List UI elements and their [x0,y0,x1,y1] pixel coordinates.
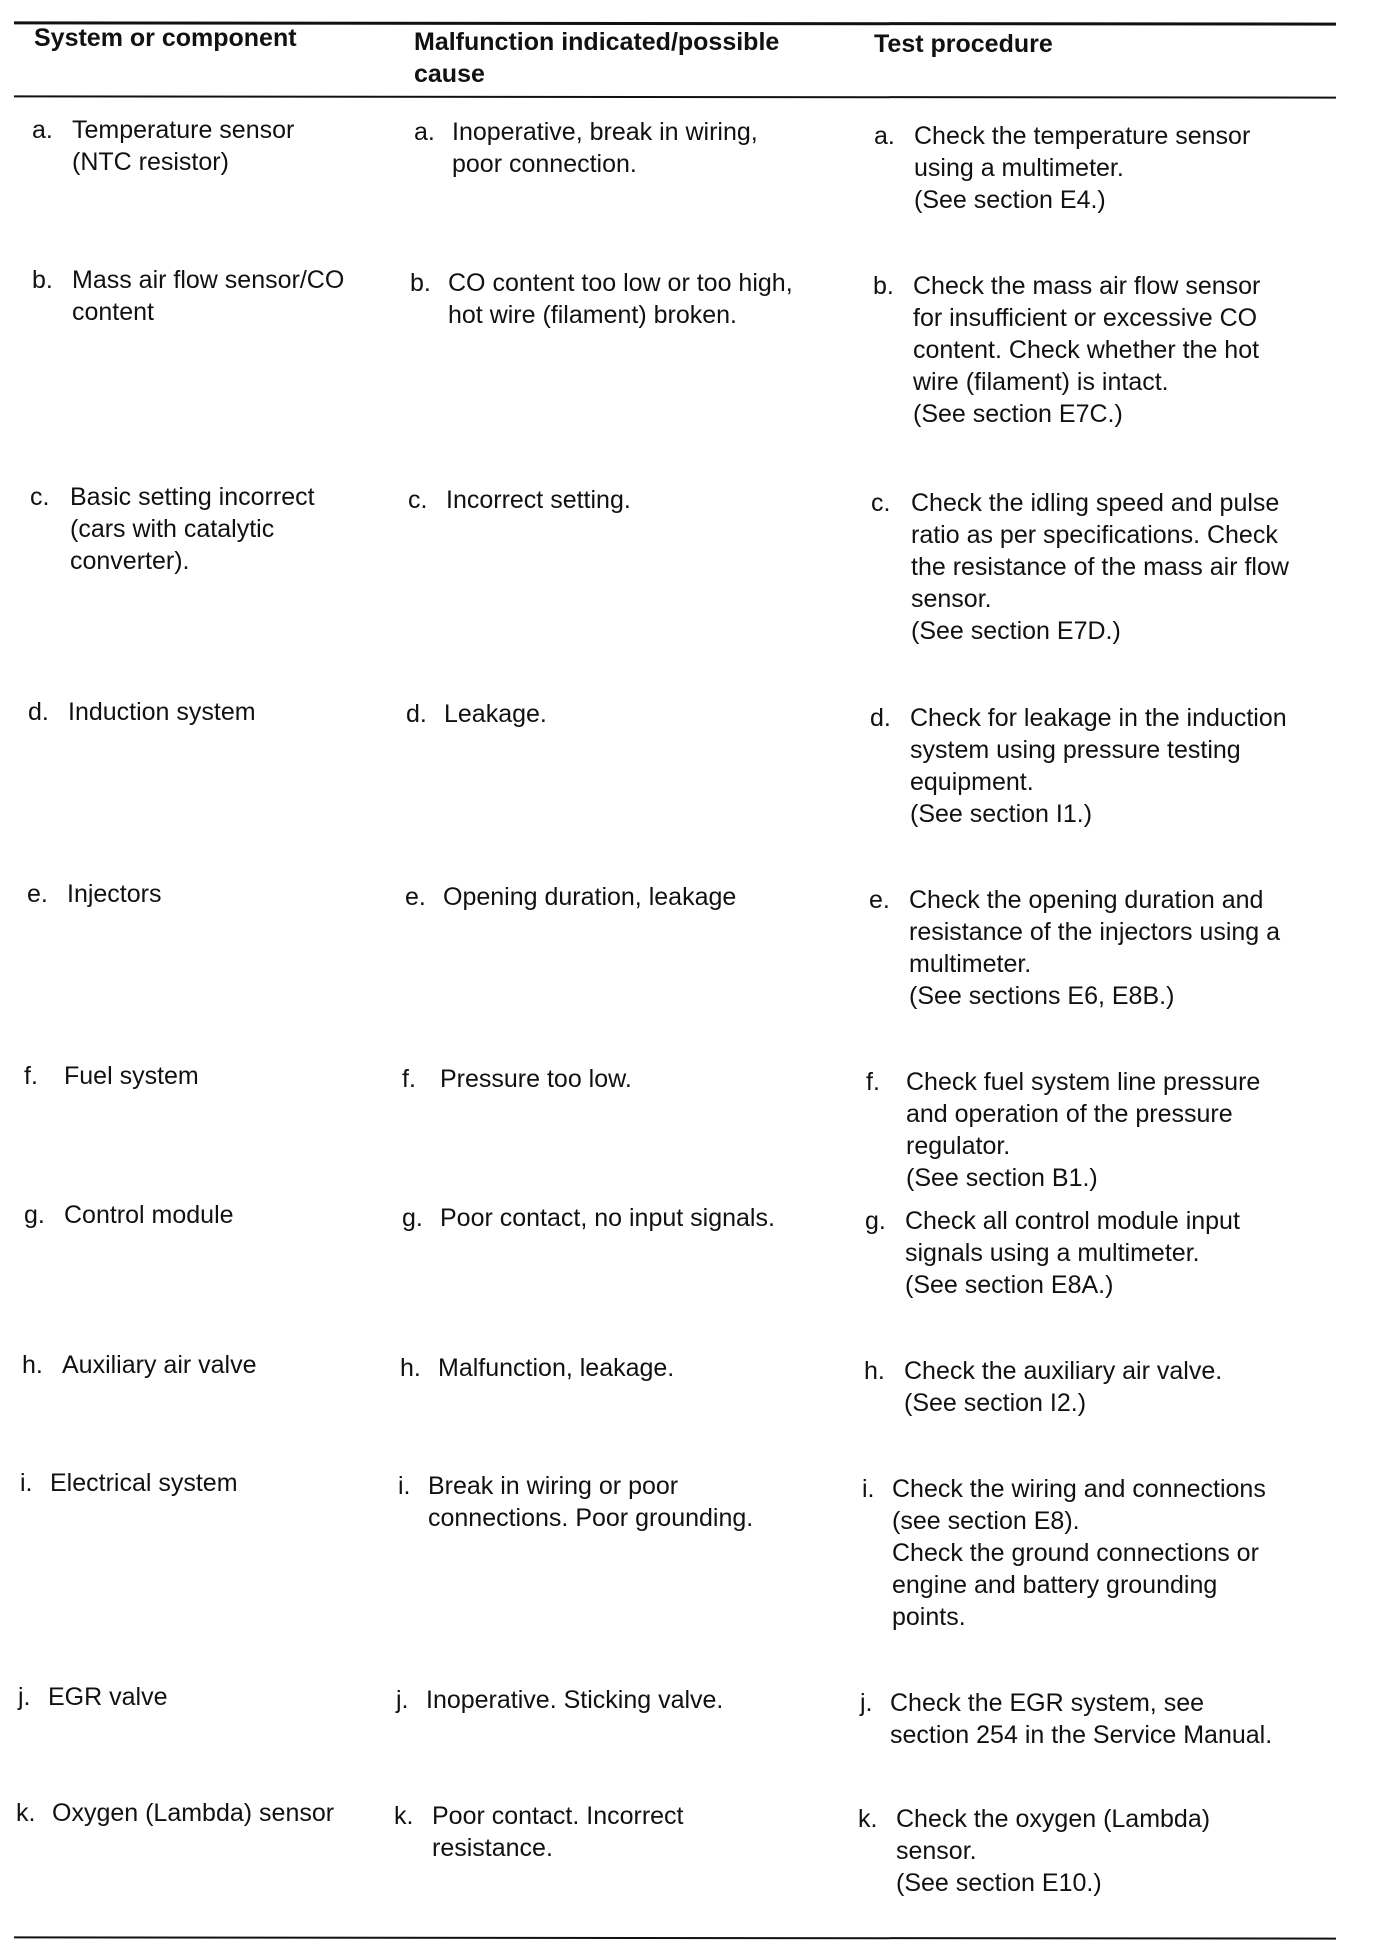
row-d-procedure [870,702,1340,830]
row-letter: d. [870,704,891,732]
row-letter: h. [864,1357,885,1385]
row-letter: e. [27,880,48,908]
malfunction-text: Poor contact, no input signals. [440,1204,775,1232]
row-k-procedure [858,1803,1328,1899]
row-letter: f. [866,1068,880,1096]
row-a-malfunction [414,116,874,180]
component-text: Fuel system [64,1062,199,1090]
row-letter: a. [874,122,895,150]
row-b-procedure [873,270,1343,430]
malfunction-text: Leakage. [444,700,547,728]
row-letter: d. [28,698,49,726]
row-b-malfunction [410,267,870,331]
row-letter: c. [408,486,428,514]
row-j-procedure [860,1687,1330,1751]
procedure-text: Check the oxygen (Lambda) sensor. (See section E10.) [896,1805,1211,1897]
row-letter: h. [22,1351,43,1379]
procedure-text: Check the wiring and connections (see section E8). Check the ground connections or engine and battery grounding points. [892,1475,1266,1631]
header-malfunction: Malfunction indicated/possible cause [414,28,780,88]
row-c-malfunction [408,484,868,516]
row-letter: a. [414,118,435,146]
component-text: Electrical system [50,1469,238,1497]
row-i-component [20,1467,400,1499]
row-f-component [24,1060,404,1092]
malfunction-text: Malfunction, leakage. [438,1354,675,1382]
row-letter: j. [18,1683,31,1711]
row-letter: f. [24,1062,38,1090]
row-e-procedure [869,884,1339,1012]
row-letter: j. [396,1686,409,1714]
component-text: Auxiliary air valve [62,1351,257,1379]
row-letter: d. [406,700,427,728]
row-letter: i. [20,1469,33,1497]
row-g-malfunction [402,1202,862,1234]
row-letter: g. [865,1207,886,1235]
row-a-procedure [874,120,1344,216]
row-j-malfunction [396,1684,856,1716]
row-c-component [30,481,410,577]
row-letter: k. [858,1805,878,1833]
procedure-text: Check the opening duration and resistance of the injectors using a multimeter. (See sections E6, E8B.) [909,886,1281,1010]
row-e-malfunction [405,881,865,913]
procedure-text: Check all control module input signals using a multimeter. (See section E8A.) [905,1207,1240,1299]
row-d-component [28,696,408,728]
malfunction-text: Pressure too low. [440,1065,632,1093]
row-letter: i. [862,1475,875,1503]
row-letter: c. [871,489,891,517]
row-letter: a. [32,116,53,144]
malfunction-text: Poor contact. Incorrect resistance. [432,1802,684,1862]
row-letter: i. [398,1472,411,1500]
row-letter: b. [410,269,431,297]
component-text: Induction system [68,698,256,726]
row-d-malfunction [406,698,866,730]
malfunction-text: CO content too low or too high, hot wire (filament) broken. [448,269,793,329]
malfunction-text: Inoperative. Sticking valve. [426,1686,724,1714]
row-k-malfunction [394,1800,854,1864]
row-letter: g. [402,1204,423,1232]
row-h-component [22,1349,402,1381]
malfunction-text: Incorrect setting. [446,486,631,514]
component-text: Basic setting incorrect (cars with catalytic converter). [70,483,315,575]
row-letter: h. [400,1354,421,1382]
procedure-text: Check for leakage in the induction system using pressure testing equipment. (See section I1.) [910,704,1287,828]
component-text: Oxygen (Lambda) sensor [52,1799,335,1827]
row-h-procedure [864,1355,1334,1419]
row-g-component [24,1199,404,1231]
procedure-text: Check the auxiliary air valve. (See section I2.) [904,1357,1223,1417]
row-letter: e. [869,886,890,914]
row-letter: k. [394,1802,414,1830]
procedure-text: Check the idling speed and pulse ratio as per specifications. Check the resistance of the mass air flow sensor. (See section E7D.) [911,489,1289,645]
malfunction-text: Break in wiring or poor connections. Poor grounding. [428,1472,754,1532]
row-i-malfunction [398,1470,858,1534]
header-divider-rule [14,95,1336,98]
row-a-component [32,114,412,178]
procedure-text: Check the mass air flow sensor for insufficient or excessive CO content. Check whether the hot wire (filament) is intact. (See section E7C.) [913,272,1261,428]
procedure-text: Check the temperature sensor using a multimeter. (See section E4.) [914,122,1251,214]
row-letter: g. [24,1201,45,1229]
row-f-procedure [866,1066,1336,1194]
component-text: Mass air flow sensor/CO content [72,266,345,326]
procedure-text: Check fuel system line pressure and operation of the pressure regulator. (See section B1.) [906,1068,1261,1192]
row-c-procedure [871,487,1341,647]
header-system-or-component: System or component [34,24,297,52]
component-text: EGR valve [48,1683,168,1711]
row-letter: c. [30,483,50,511]
row-b-component [32,264,412,328]
component-text: Injectors [67,880,162,908]
component-text: Control module [64,1201,234,1229]
component-text: Temperature sensor (NTC resistor) [72,116,295,176]
row-i-procedure [862,1473,1332,1633]
row-e-component [27,878,407,910]
malfunction-text: Inoperative, break in wiring, poor connection. [452,118,758,178]
row-j-component [18,1681,398,1713]
row-letter: j. [860,1689,873,1717]
row-letter: b. [873,272,894,300]
malfunction-text: Opening duration, leakage [443,883,737,911]
row-h-malfunction [400,1352,860,1384]
row-letter: b. [32,266,53,294]
table-bottom-rule [14,1936,1336,1939]
procedure-text: Check the EGR system, see section 254 in the Service Manual. [890,1689,1273,1749]
row-letter: f. [402,1065,416,1093]
header-test-procedure: Test procedure [874,30,1053,58]
row-g-procedure [865,1205,1335,1301]
row-k-component [16,1797,396,1829]
row-letter: k. [16,1799,36,1827]
row-f-malfunction [402,1063,862,1095]
row-letter: e. [405,883,426,911]
